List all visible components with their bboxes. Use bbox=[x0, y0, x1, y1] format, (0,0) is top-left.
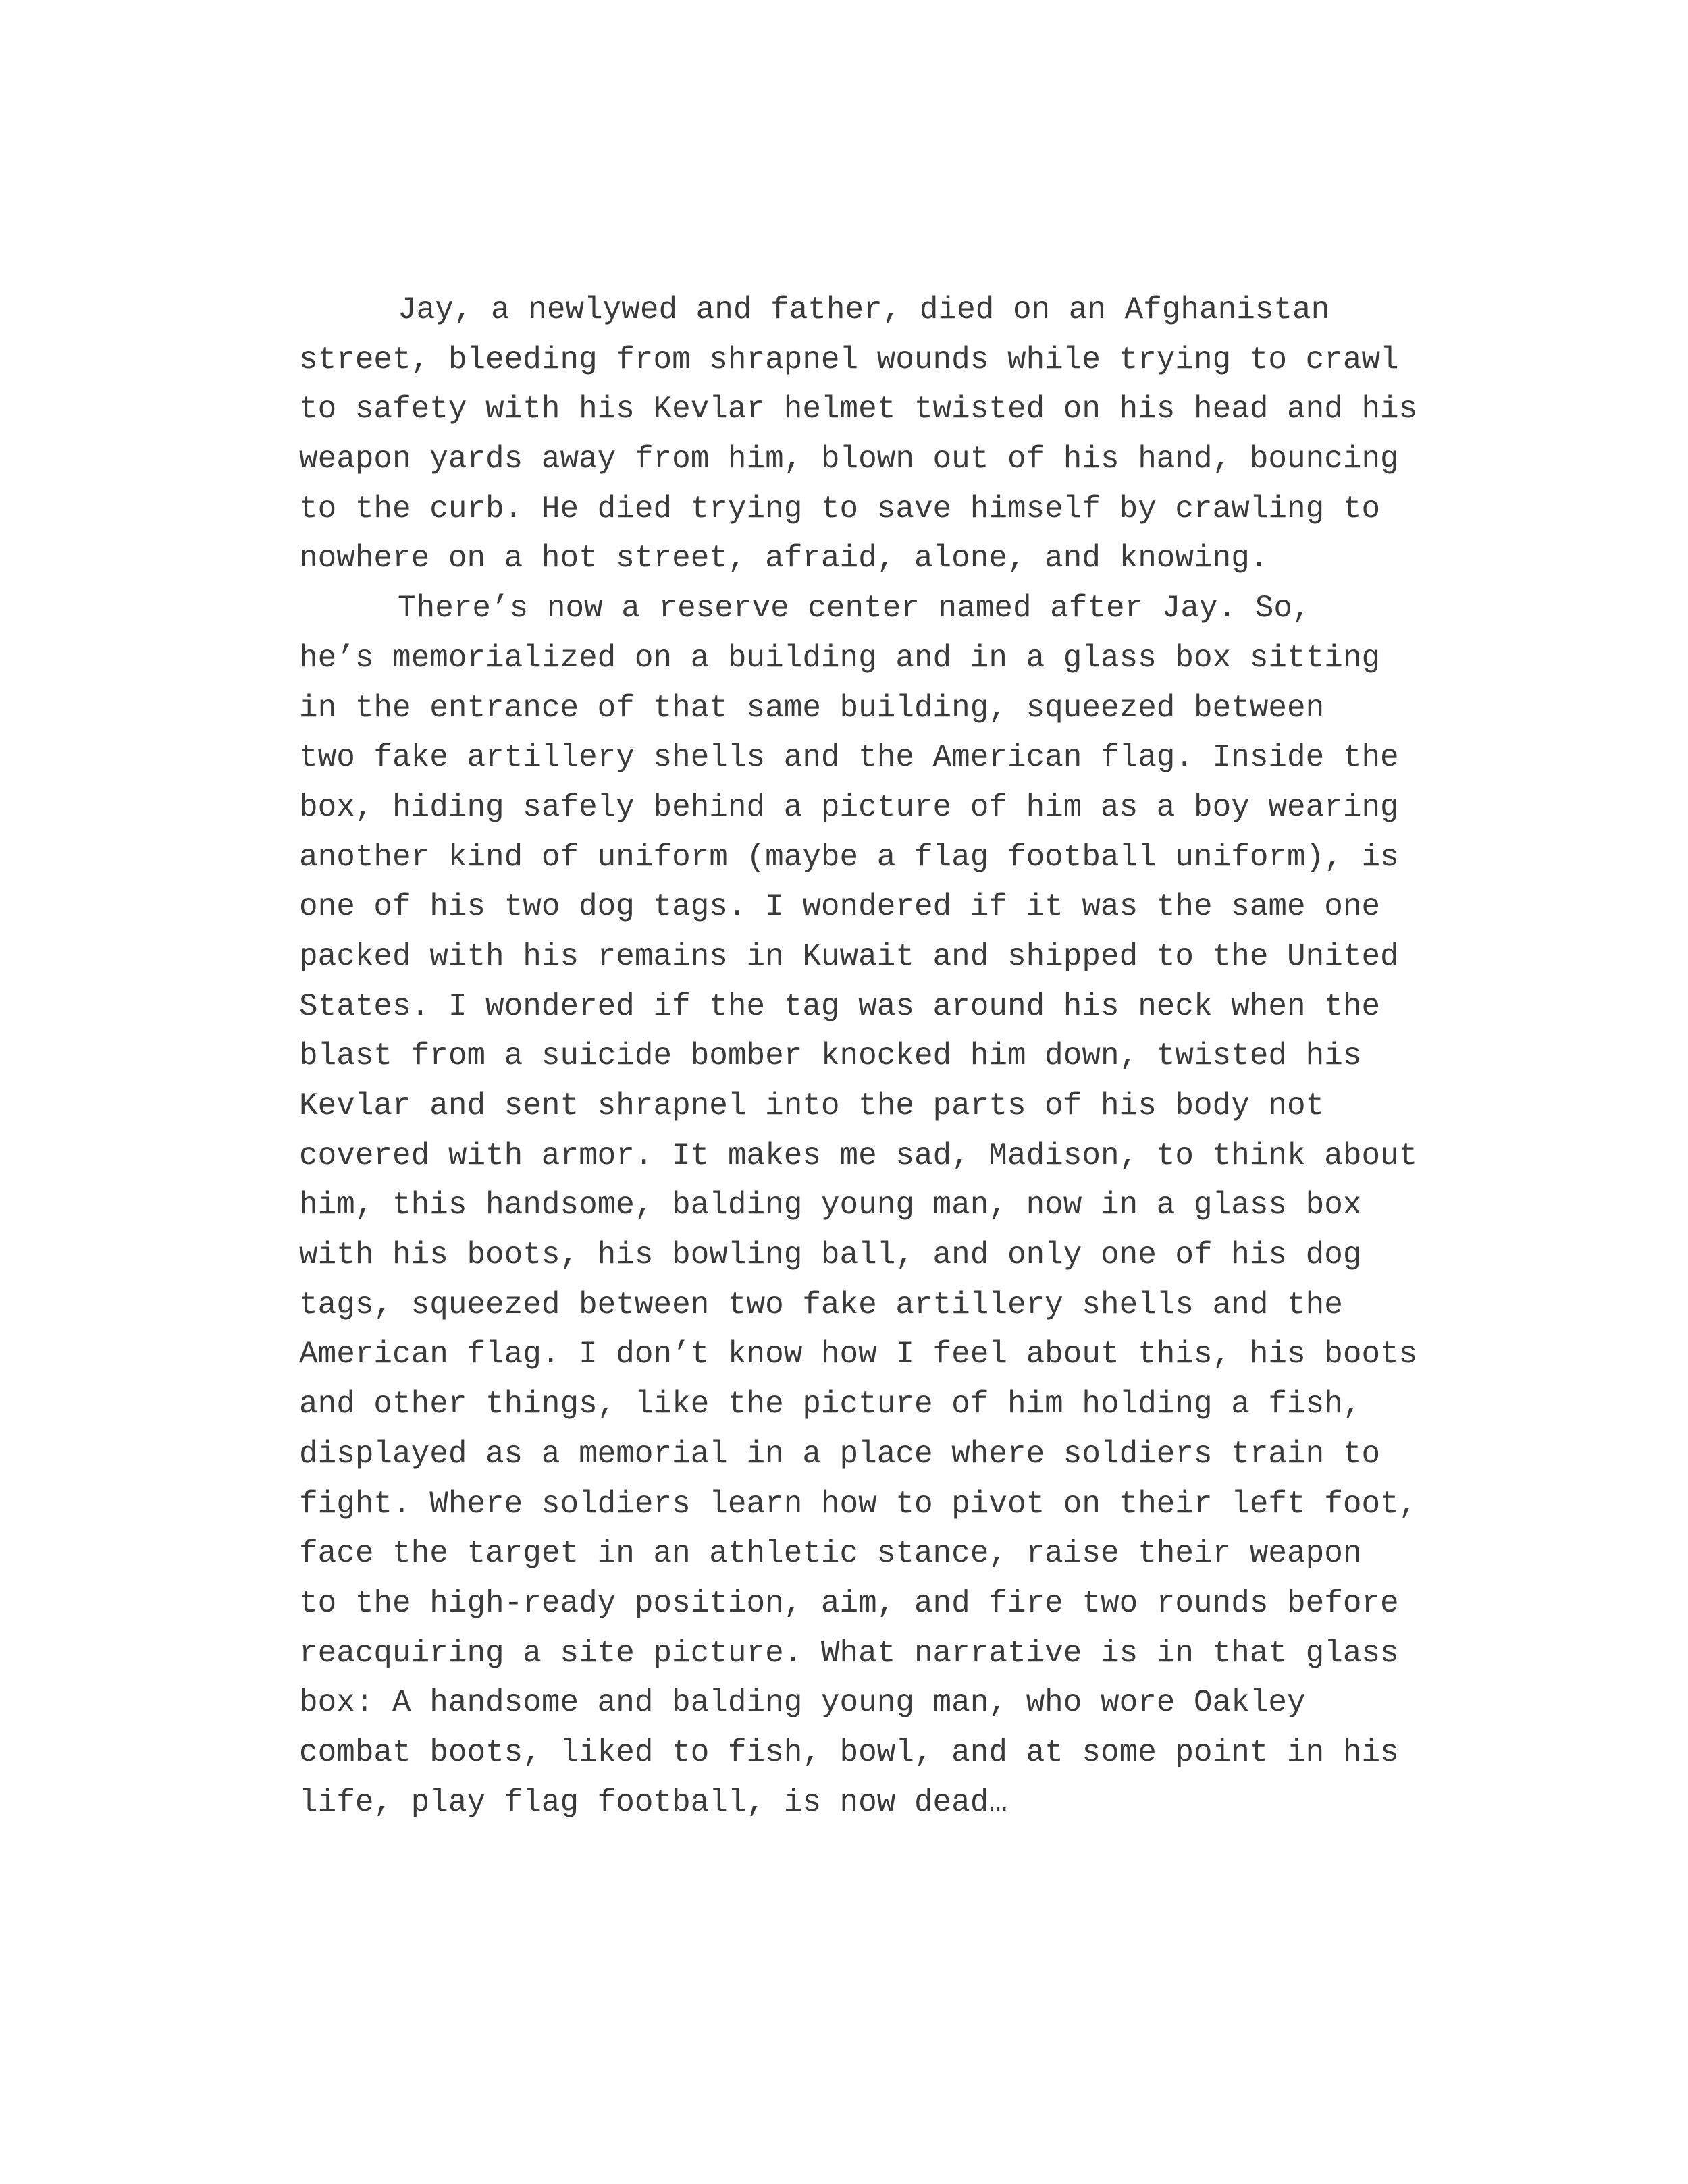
text-line: nowhere on a hot street, afraid, alone, and knowing. bbox=[299, 541, 1269, 577]
text-line: street, bleeding from shrapnel wounds while trying to crawl bbox=[299, 342, 1399, 377]
text-line: two fake artillery shells and the American flag. Inside the bbox=[299, 740, 1399, 776]
body-text bbox=[299, 286, 1418, 1828]
paragraph-1 bbox=[299, 286, 1418, 584]
text-line: face the target in an athletic stance, raise their weapon bbox=[299, 1536, 1362, 1572]
text-line: in the entrance of that same building, squeezed between bbox=[299, 690, 1325, 726]
paragraph-2 bbox=[299, 584, 1418, 1828]
text-line: tags, squeezed between two fake artillery shells and the bbox=[299, 1287, 1343, 1323]
text-line: he’s memorialized on a building and in a glass box sitting bbox=[299, 640, 1381, 676]
text-line: him, this handsome, balding young man, now in a glass box bbox=[299, 1188, 1362, 1223]
text-line: box: A handsome and balding young man, who wore Oakley bbox=[299, 1685, 1306, 1721]
text-line: and other things, like the picture of him holding a fish, bbox=[299, 1387, 1362, 1422]
text-line: Kevlar and sent shrapnel into the parts of his body not bbox=[299, 1088, 1325, 1123]
text-line: combat boots, liked to fish, bowl, and at some point in his bbox=[299, 1734, 1399, 1770]
text-line: Jay, a newlywed and father, died on an Afghanistan bbox=[398, 292, 1330, 327]
text-line: blast from a suicide bomber knocked him down, twisted his bbox=[299, 1038, 1362, 1074]
text-line: another kind of uniform (maybe a flag football uniform), is bbox=[299, 839, 1399, 875]
text-line: reacquiring a site picture. What narrative is in that glass bbox=[299, 1635, 1399, 1671]
text-line: life, play flag football, is now dead… bbox=[299, 1784, 1007, 1820]
text-line: packed with his remains in Kuwait and shipped to the United bbox=[299, 938, 1399, 974]
text-line: displayed as a memorial in a place where soldiers train to bbox=[299, 1436, 1381, 1472]
text-line: to the curb. He died trying to save himself by crawling to bbox=[299, 491, 1381, 527]
text-line: There’s now a reserve center named after Jay. So, bbox=[398, 591, 1311, 627]
text-line: covered with armor. It makes me sad, Madison, to think about bbox=[299, 1138, 1418, 1173]
text-line: to safety with his Kevlar helmet twisted on his head and his bbox=[299, 392, 1418, 427]
text-line: to the high-ready position, aim, and fire two rounds before bbox=[299, 1585, 1399, 1621]
text-line: box, hiding safely behind a picture of him as a boy wearing bbox=[299, 789, 1399, 825]
text-line: American flag. I don’t know how I feel about this, his boots bbox=[299, 1337, 1418, 1373]
text-line: fight. Where soldiers learn how to pivot on their left foot, bbox=[299, 1486, 1418, 1522]
text-line: with his boots, his bowling ball, and only one of his dog bbox=[299, 1237, 1362, 1273]
text-line: weapon yards away from him, blown out of his hand, bouncing bbox=[299, 442, 1399, 477]
text-line: States. I wondered if the tag was around his neck when the bbox=[299, 988, 1381, 1024]
text-line: one of his two dog tags. I wondered if it was the same one bbox=[299, 889, 1381, 925]
